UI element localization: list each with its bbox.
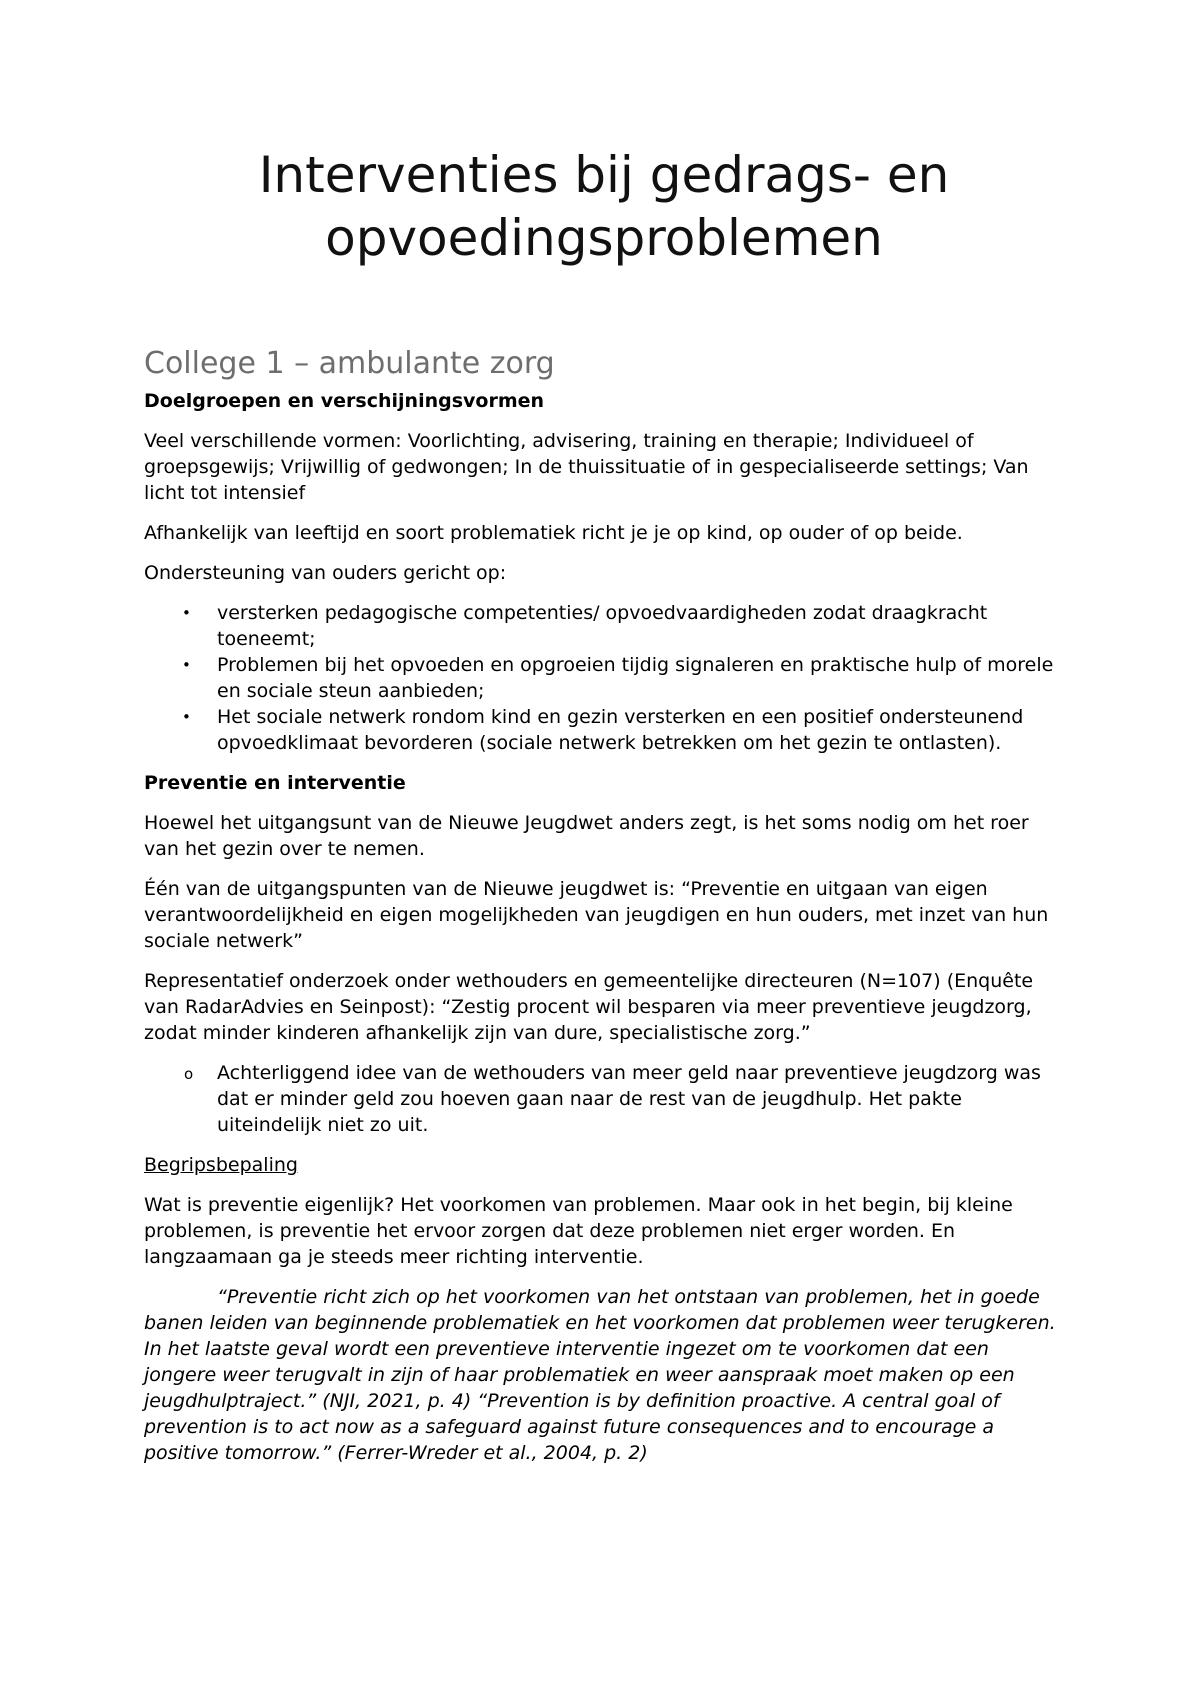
begripsbepaling-heading: Begripsbepaling bbox=[144, 1154, 298, 1176]
preventie-heading: Preventie en interventie bbox=[144, 772, 406, 794]
list-item bbox=[144, 1060, 1064, 1138]
begripsbepaling-paragraph-1: Wat is preventie eigenlijk? Het voorkomen van problemen. Maar ook in het begin, bij kleine problemen, is preventie het ervoor zorgen dat deze problemen niet erger worden. En langzaamaan ga je steeds meer richting interventie. bbox=[144, 1194, 1013, 1268]
list-item-text: Achterliggend idee van de wethouders van meer geld naar preventieve jeugdzorg was dat er minder geld zou hoeven gaan naar de rest van de jeugdhulp. Het pakte uiteindelijk niet zo uit. bbox=[217, 1062, 1041, 1136]
document-title-line-2: opvoedingsproblemen bbox=[325, 209, 883, 267]
preventie-paragraph-3: Representatief onderzoek onder wethouders en gemeentelijke directeuren (N=107) (Enquête van RadarAdvies en Seinpost): “Zestig procent wil besparen via meer preventieve jeugdzorg, zodat minder kinderen afhankelijk zijn van dure, specialistische zorg.” bbox=[144, 970, 1034, 1044]
list-item-text: Problemen bij het opvoeden en opgroeien tijdig signaleren en praktische hulp of morele en sociale steun aanbieden; bbox=[217, 654, 1054, 702]
list-item bbox=[144, 704, 1064, 756]
ondersteuning-bullet-list bbox=[144, 600, 1064, 756]
document-title bbox=[144, 144, 1064, 270]
circle-bullet-icon: o bbox=[184, 1065, 194, 1083]
section-heading: College 1 – ambulante zorg bbox=[144, 346, 555, 381]
list-item-text: Het sociale netwerk rondom kind en gezin versterken en een positief ondersteunend opvoedklimaat bevorderen (sociale netwerk betrekken om het gezin te ontlasten). bbox=[217, 706, 1024, 754]
document-content bbox=[144, 144, 1064, 1466]
preventie-paragraph-1: Hoewel het uitgangsunt van de Nieuwe Jeugdwet anders zegt, is het soms nodig om het roer van het gezin over te nemen. bbox=[144, 812, 1029, 860]
list-item-text: versterken pedagogische competenties/ opvoedvaardigheden zodat draagkracht toeneemt; bbox=[217, 602, 988, 650]
preventie-sub-list bbox=[144, 1060, 1064, 1138]
list-item bbox=[144, 600, 1064, 652]
list-item bbox=[144, 652, 1064, 704]
document-title-line-1: Interventies bij gedrags- en bbox=[258, 146, 950, 204]
doelgroepen-paragraph-1: Veel verschillende vormen: Voorlichting, advisering, training en therapie; Individueel of groepsgewijs; Vrijwillig of gedwongen; In de thuissituatie of in gespecialiseerde settings; Van licht tot intensief bbox=[144, 430, 1029, 504]
bullet-icon: • bbox=[182, 604, 191, 622]
bullet-icon: • bbox=[182, 708, 191, 726]
preventie-paragraph-2: Één van de uitgangspunten van de Nieuwe jeugdwet is: “Preventie en uitgaan van eigen verantwoordelijkheid en eigen mogelijkheden van jeugdigen en hun ouders, met inzet van hun sociale netwerk” bbox=[144, 878, 1049, 952]
doelgroepen-paragraph-3: Ondersteuning van ouders gericht op: bbox=[144, 562, 507, 584]
doelgroepen-paragraph-2: Afhankelijk van leeftijd en soort problematiek richt je je op kind, op ouder of op beide. bbox=[144, 522, 963, 544]
begripsbepaling-quote: “Preventie richt zich op het voorkomen van het ontstaan van problemen, het in goede banen leiden van beginnende problematiek en het voorkomen dat problemen weer terugkeren. In het laatste geval wordt een preventieve interventie ingezet om te voorkomen dat een jongere weer terugvalt in zijn of haar problematiek en weer aanspraak moet maken op een jeugdhulptraject.” (NJI, 2021, p. 4) “Prevention is by definition proactive. A central goal of prevention is to act now as a safeguard against future consequences and to encourage a positive tomorrow.” (Ferrer-Wreder et al., 2004, p. 2) bbox=[144, 1286, 1056, 1464]
bullet-icon: • bbox=[182, 656, 191, 674]
doelgroepen-heading: Doelgroepen en verschijningsvormen bbox=[144, 390, 545, 412]
